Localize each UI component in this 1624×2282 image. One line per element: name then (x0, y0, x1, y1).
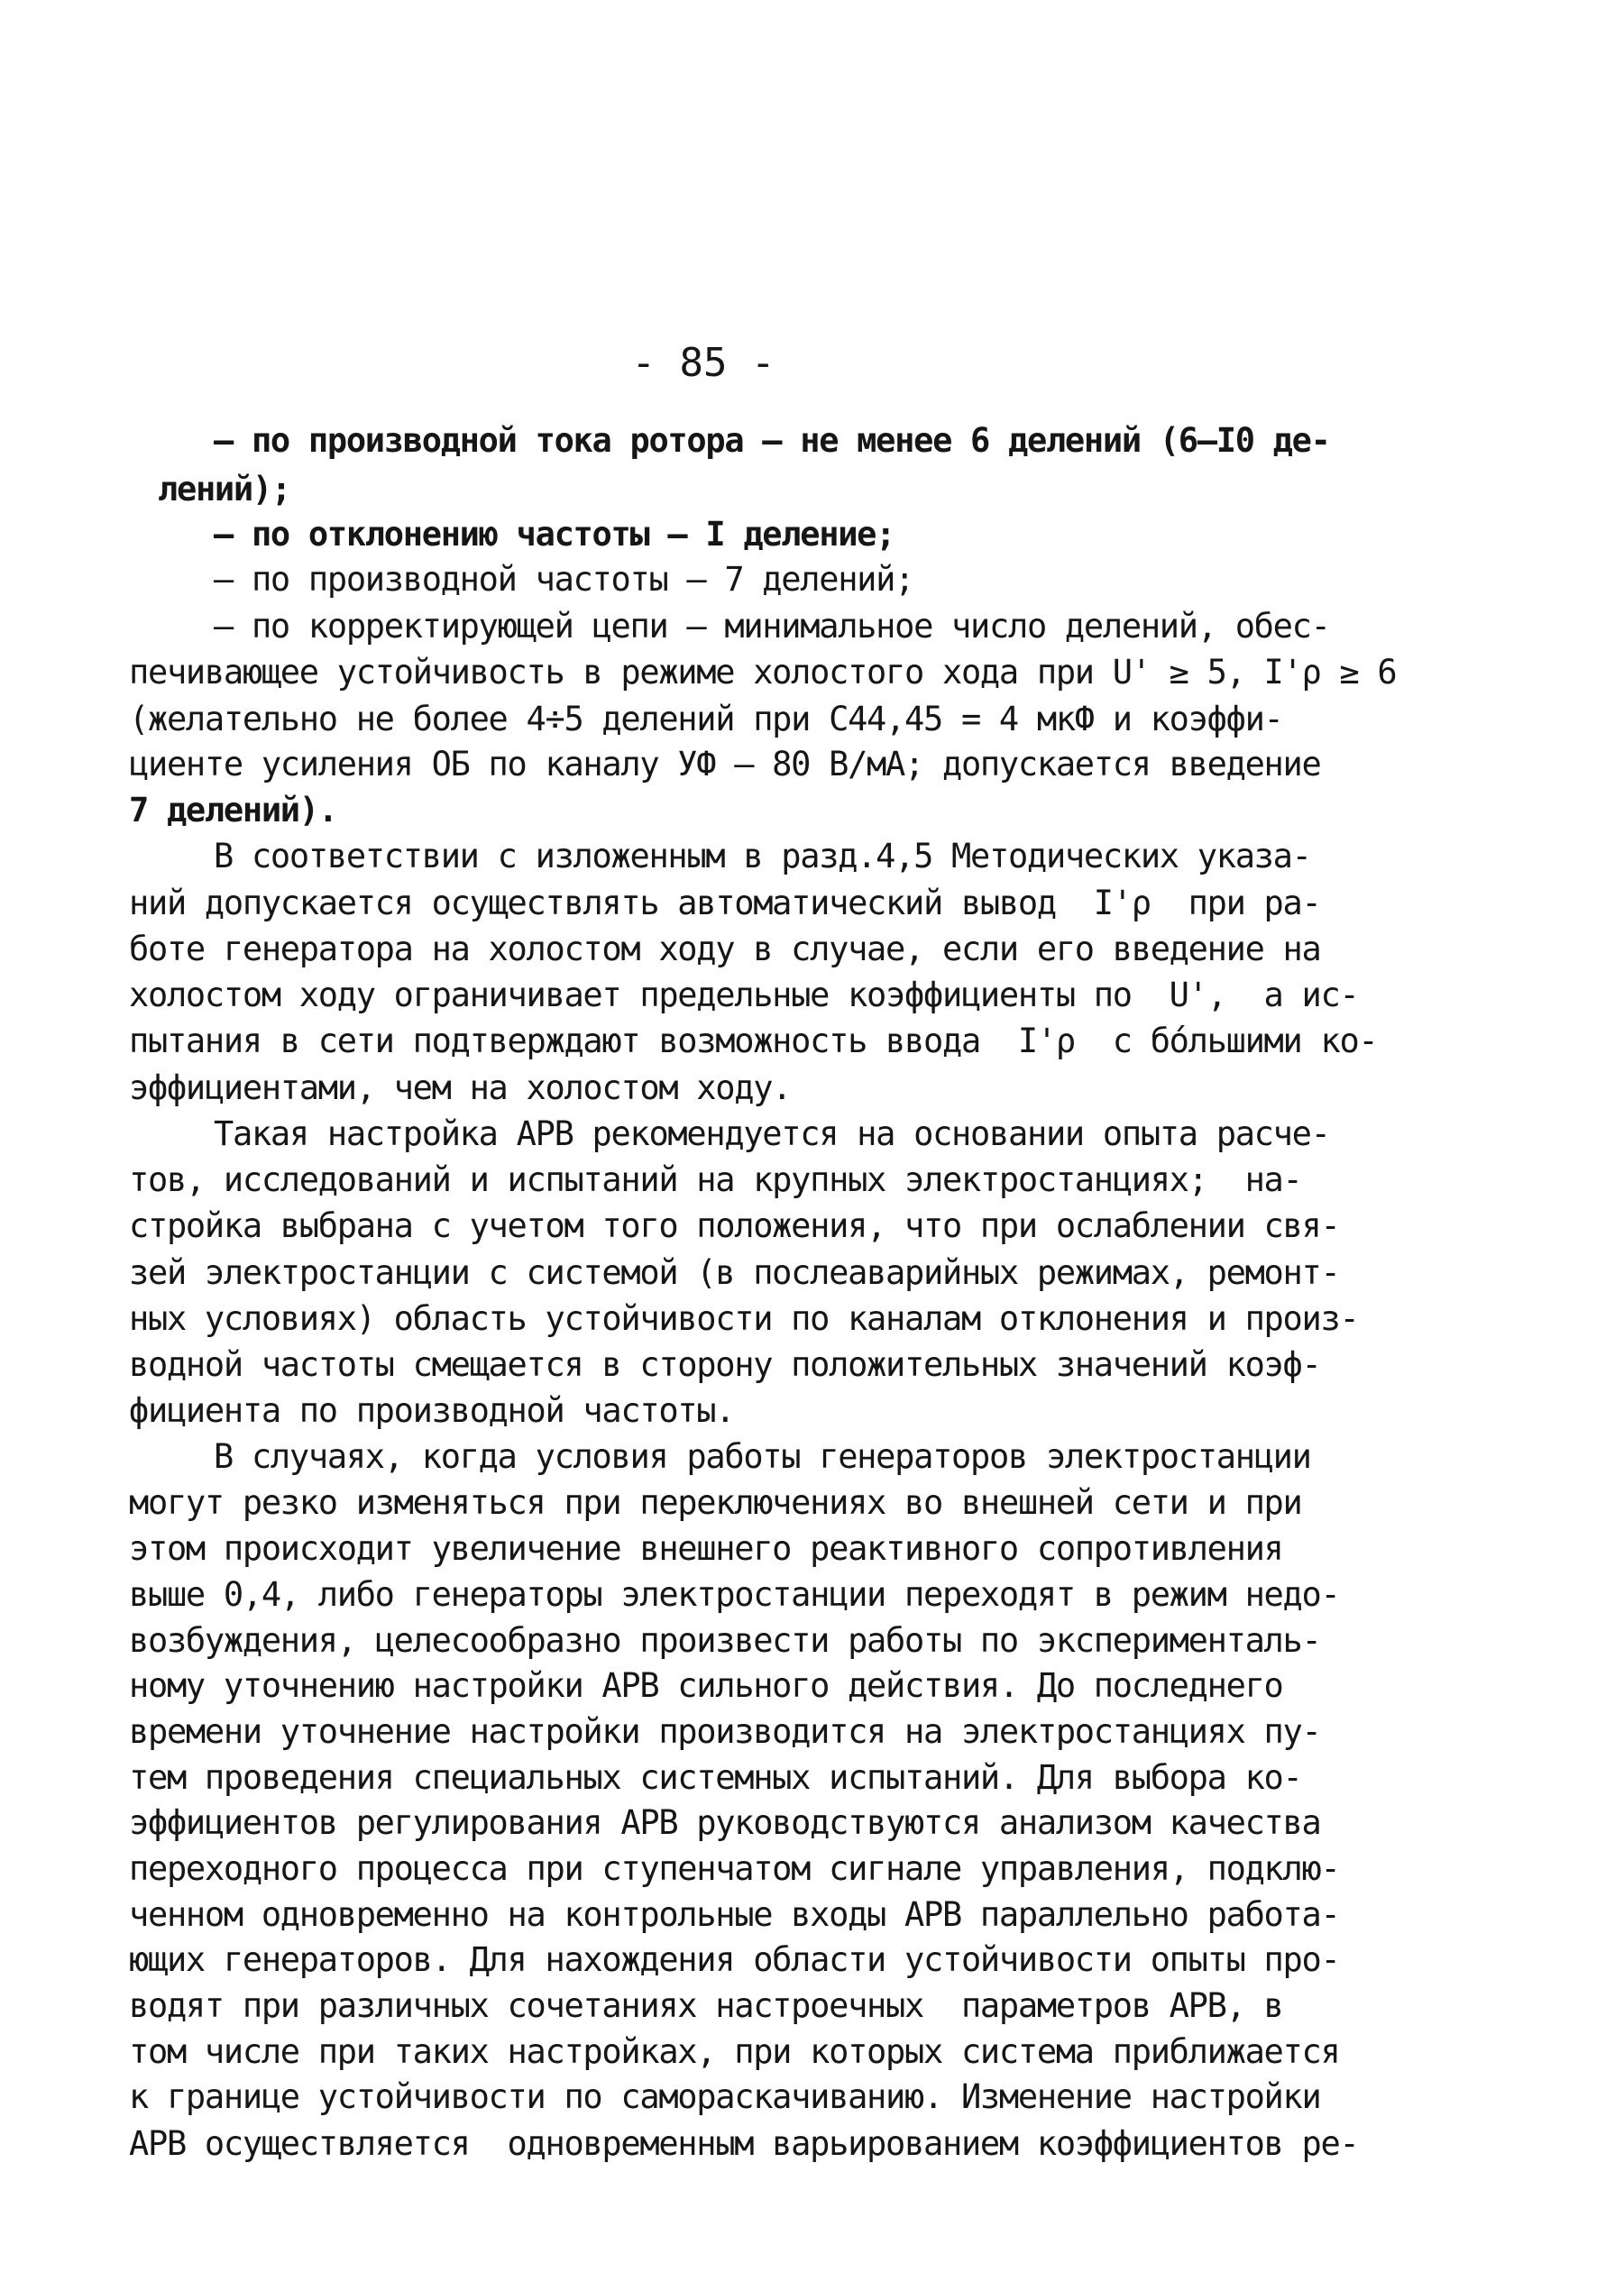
text-line: ному уточнению настройки АРВ сильного действия. До последнего (129, 1666, 1283, 1705)
text-line: фициента по производной частоты. (129, 1391, 735, 1430)
text-line: выше 0,4, либо генераторы электростанции переходят в режим недо- (129, 1575, 1340, 1614)
text-line: лений); (158, 470, 290, 509)
text-line: В соответствии с изложенным в разд.4,5 Методических указа- (214, 837, 1311, 875)
text-line: ных условиях) область устойчивости по каналам отклонения и произ- (129, 1299, 1359, 1338)
text-line: Такая настройка АРВ рекомендуется на основании опыта расче- (214, 1114, 1330, 1153)
text-line: – по производной частоты – 7 делений; (214, 560, 914, 599)
text-line: переходного процесса при ступенчатом сигнале управления, подклю- (129, 1849, 1340, 1888)
text-line: водной частоты смещается в сторону положительных значений коэф- (129, 1345, 1321, 1384)
text-line: тем проведения специальных системных испытаний. Для выбора ко- (129, 1758, 1302, 1797)
text-line: ющих генераторов. Для нахождения области устойчивости опыты про- (129, 1940, 1340, 1979)
text-line: к границе устойчивости по самораскачиванию. Изменение настройки (129, 2077, 1321, 2116)
text-line: циенте усиления ОБ по каналу УФ – 80 В/мА; допускается введение (129, 745, 1321, 784)
text-line: – по корректирующей цепи – минимальное число делений, обес- (214, 607, 1330, 646)
text-line: ний допускается осуществлять автоматический вывод I'ρ при ра- (129, 884, 1321, 922)
text-line: зей электростанции с системой (в послеаварийных режимах, ремонт- (129, 1253, 1340, 1292)
page-number: - 85 - (631, 340, 775, 386)
text-line: водят при различных сочетаниях настроечных параметров АРВ, в (129, 1986, 1283, 2025)
text-line: боте генератора на холостом ходу в случае, если его введение на (129, 930, 1321, 968)
text-line: пытания в сети подтверждают возможность ввода I'ρ с бо́льшими ко- (129, 1022, 1378, 1060)
text-line: печивающее устойчивость в режиме холостого хода при U' ≥ 5, I'ρ ≥ 6 (129, 653, 1397, 692)
text-line: эффициентов регулирования АРВ руководствуются анализом качества (129, 1803, 1321, 1842)
text-line: (желательно не более 4÷5 делений при С44,45 = 4 мкФ и коэффи- (129, 700, 1283, 738)
text-line: 7 делений). (129, 791, 337, 829)
text-line: – по отклонению частоты – I деление; (214, 515, 895, 554)
text-line: АРВ осуществляется одновременным варьированием коэффициентов ре- (129, 2124, 1359, 2163)
text-line: эффициентами, чем на холостом ходу. (129, 1068, 792, 1107)
text-line: – по производной тока ротора – не менее 6 делений (6–I0 де- (214, 421, 1330, 460)
text-line: возбуждения, целесообразно произвести работы по эксперименталь- (129, 1621, 1321, 1660)
text-line: ченном одновременно на контрольные входы АРВ параллельно работа- (129, 1895, 1340, 1934)
text-line: В случаях, когда условия работы генераторов электростанции (214, 1437, 1311, 1476)
text-line: стройка выбрана с учетом того положения, что при ослаблении свя- (129, 1206, 1340, 1245)
text-line: времени уточнение настройки производится на электростанциях пу- (129, 1712, 1321, 1751)
text-line: могут резко изменяться при переключениях во внешней сети и при (129, 1483, 1302, 1522)
text-line: том числе при таких настройках, при которых система приближается (129, 2032, 1340, 2071)
text-line: холостом ходу ограничивает предельные коэффициенты по U', а ис- (129, 976, 1359, 1014)
text-line: этом происходит увеличение внешнего реактивного сопротивления (129, 1529, 1283, 1568)
text-line: тов, исследований и испытаний на крупных электростанциях; на- (129, 1160, 1302, 1199)
